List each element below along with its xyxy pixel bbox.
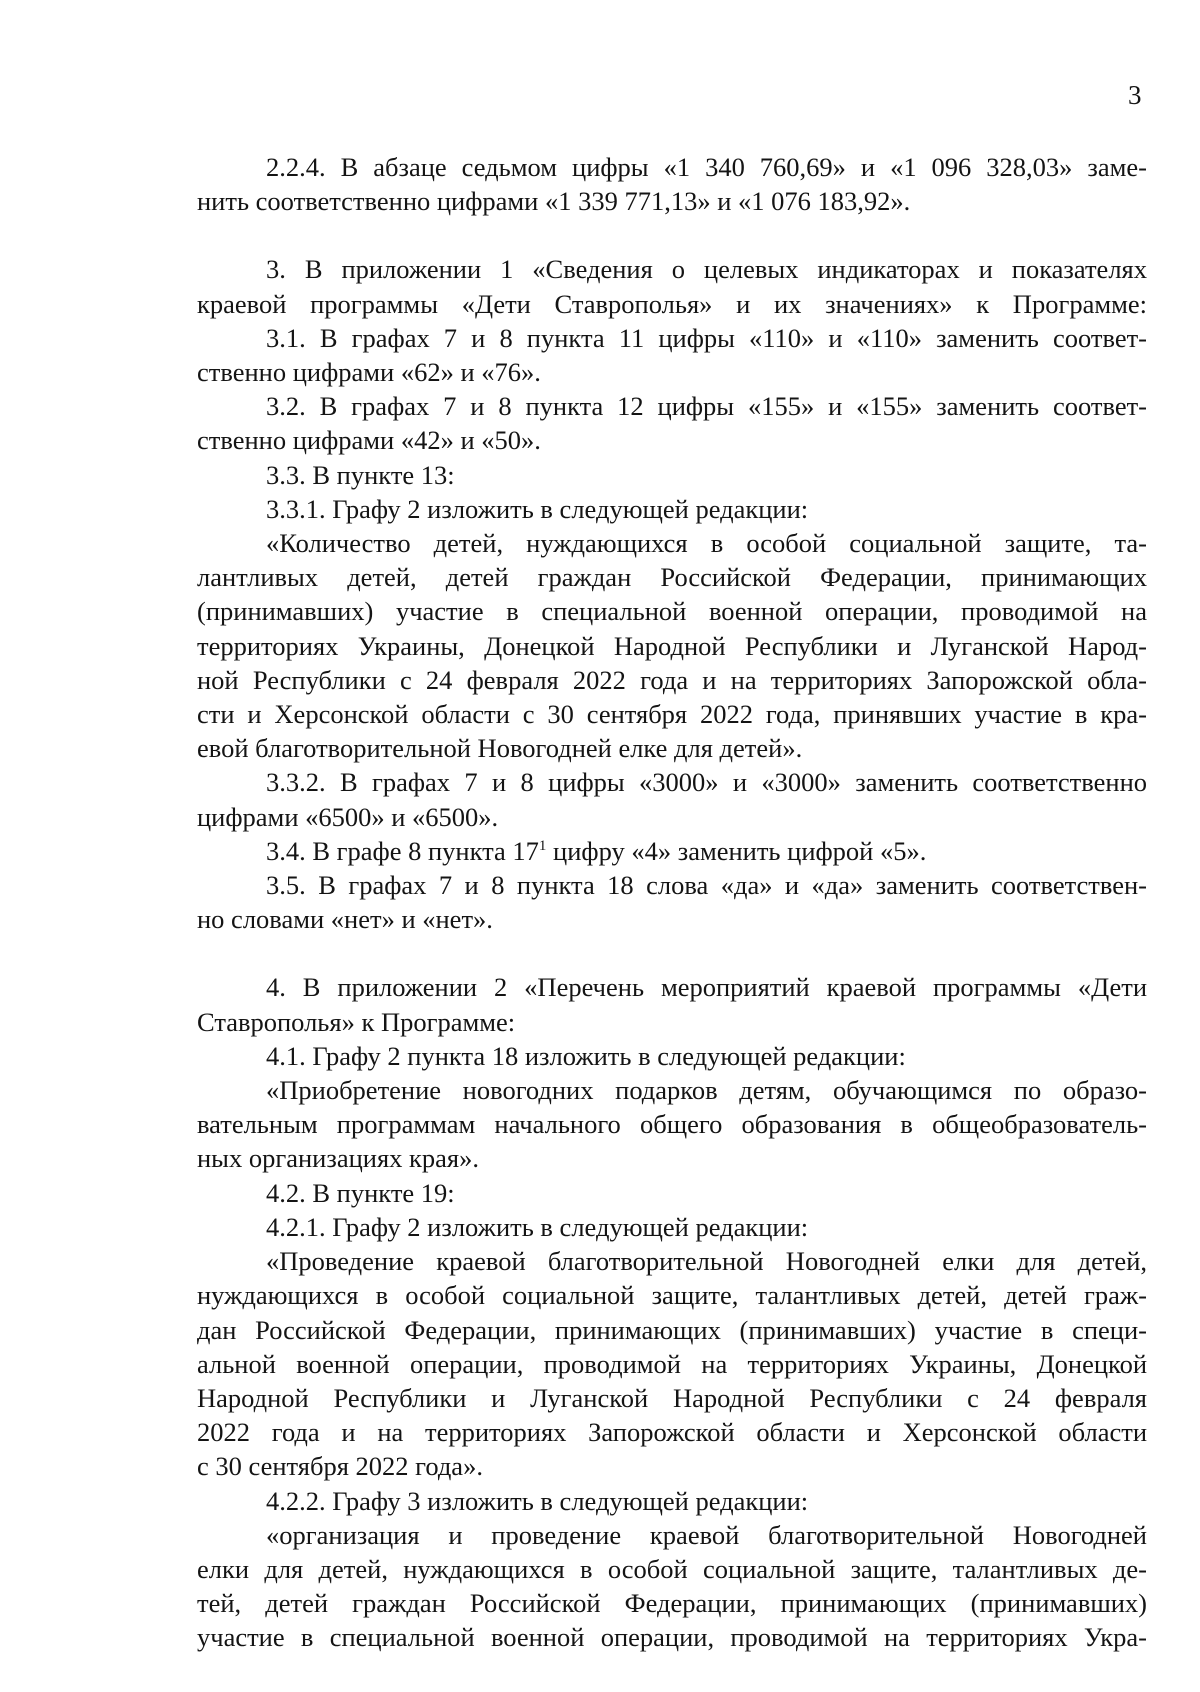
text-line: (принимавших) участие в специальной военной операции, проводимой на [197, 596, 1147, 627]
paragraph-gap [197, 936, 1147, 970]
text-line: дан Российской Федерации, принимающих (принимавших) участие в специ- [197, 1314, 1147, 1345]
text-line: 3.3.1. Графу 2 изложить в следующей редакции: [266, 493, 809, 524]
text-line: «организация и проведение краевой благотворительной Новогодней [266, 1519, 1147, 1550]
text-line: «Количество детей, нуждающихся в особой социальной защите, та- [266, 528, 1147, 559]
paragraph-gap [197, 218, 1147, 252]
text-line: евой благотворительной Новогодней елке для детей». [197, 733, 803, 764]
text-line: «Приобретение новогодних подарков детям, обучающимся по образо- [266, 1075, 1147, 1106]
text-line: ной Республики с 24 февраля 2022 года и на территориях Запорожской обла- [197, 664, 1147, 695]
text-line: 4.2. В пункте 19: [266, 1177, 455, 1208]
text-line: тей, детей граждан Российской Федерации, принимающих (принимавших) [197, 1588, 1147, 1619]
text-line: с 30 сентября 2022 года». [197, 1451, 483, 1482]
text-line: территориях Украины, Донецкой Народной Республики и Луганской Народ- [197, 630, 1147, 661]
text-line: участие в специальной военной операции, проводимой на территориях Укра- [197, 1622, 1147, 1653]
text-line: 4.2.2. Графу 3 изложить в следующей редакции: [266, 1485, 809, 1516]
text-segment: цифру «4» заменить цифрой «5». [546, 835, 927, 866]
text-line: 3.1. В графах 7 и 8 пункта 11 цифры «110» и «110» заменить соответ- [266, 322, 1147, 353]
text-line: 3.5. В графах 7 и 8 пункта 18 слова «да» и «да» заменить соответствен- [266, 870, 1147, 901]
text-line: Ставрополья» к Программе: [197, 1006, 516, 1037]
text-line: 4. В приложении 2 «Перечень мероприятий краевой программы «Дети [266, 972, 1147, 1003]
text-line: 3. В приложении 1 «Сведения о целевых индикаторах и показателях [266, 254, 1147, 285]
text-line: альной военной операции, проводимой на территориях Украины, Донецкой [197, 1348, 1147, 1379]
text-line: 4.1. Графу 2 пункта 18 изложить в следующей редакции: [266, 1040, 906, 1071]
text-line: ственно цифрами «62» и «76». [197, 357, 541, 388]
text-line: но словами «нет» и «нет». [197, 904, 493, 935]
superscript: 1 [538, 837, 547, 854]
text-line: ственно цифрами «42» и «50». [197, 425, 541, 456]
text-line: цифрами «6500» и «6500». [197, 801, 499, 832]
text-line: краевой программы «Дети Ставрополья» и их значениях» к Программе: [197, 288, 1147, 319]
text-line [197, 834, 1147, 868]
text-line: лантливых детей, детей граждан Российской Федерации, принимающих [197, 562, 1147, 593]
text-line: «Проведение краевой благотворительной Новогодней елки для детей, [266, 1246, 1147, 1277]
text-line: нуждающихся в особой социальной защите, талантливых детей, детей граж- [197, 1280, 1147, 1311]
page-number: 3 [1128, 80, 1142, 110]
text-line: 3.3. В пункте 13: [266, 459, 455, 490]
text-line: елки для детей, нуждающихся в особой социальной защите, талантливых де- [197, 1553, 1147, 1584]
text-line: 3.3.2. В графах 7 и 8 цифры «3000» и «3000» заменить соответственно [266, 767, 1147, 798]
document-body [197, 150, 1147, 1655]
text-line: ных организациях края». [197, 1143, 479, 1174]
text-line: 3.2. В графах 7 и 8 пункта 12 цифры «155» и «155» заменить соответ- [266, 391, 1147, 422]
text-segment: 3.4. В графе 8 пункта 17 [266, 835, 539, 866]
text-line: Народной Республики и Луганской Народной Республики с 24 февраля [197, 1382, 1147, 1413]
text-line: нить соответственно цифрами «1 339 771,13» и «1 076 183,92». [197, 186, 911, 217]
text-line: 4.2.1. Графу 2 изложить в следующей редакции: [266, 1211, 809, 1242]
text-line: сти и Херсонской области с 30 сентября 2022 года, принявших участие в кра- [197, 699, 1147, 730]
text-line: 2022 года и на территориях Запорожской области и Херсонской области [197, 1417, 1147, 1448]
text-line: вательным программам начального общего образования в общеобразователь- [197, 1109, 1147, 1140]
text-line: 2.2.4. В абзаце седьмом цифры «1 340 760,69» и «1 096 328,03» заме- [266, 152, 1147, 182]
